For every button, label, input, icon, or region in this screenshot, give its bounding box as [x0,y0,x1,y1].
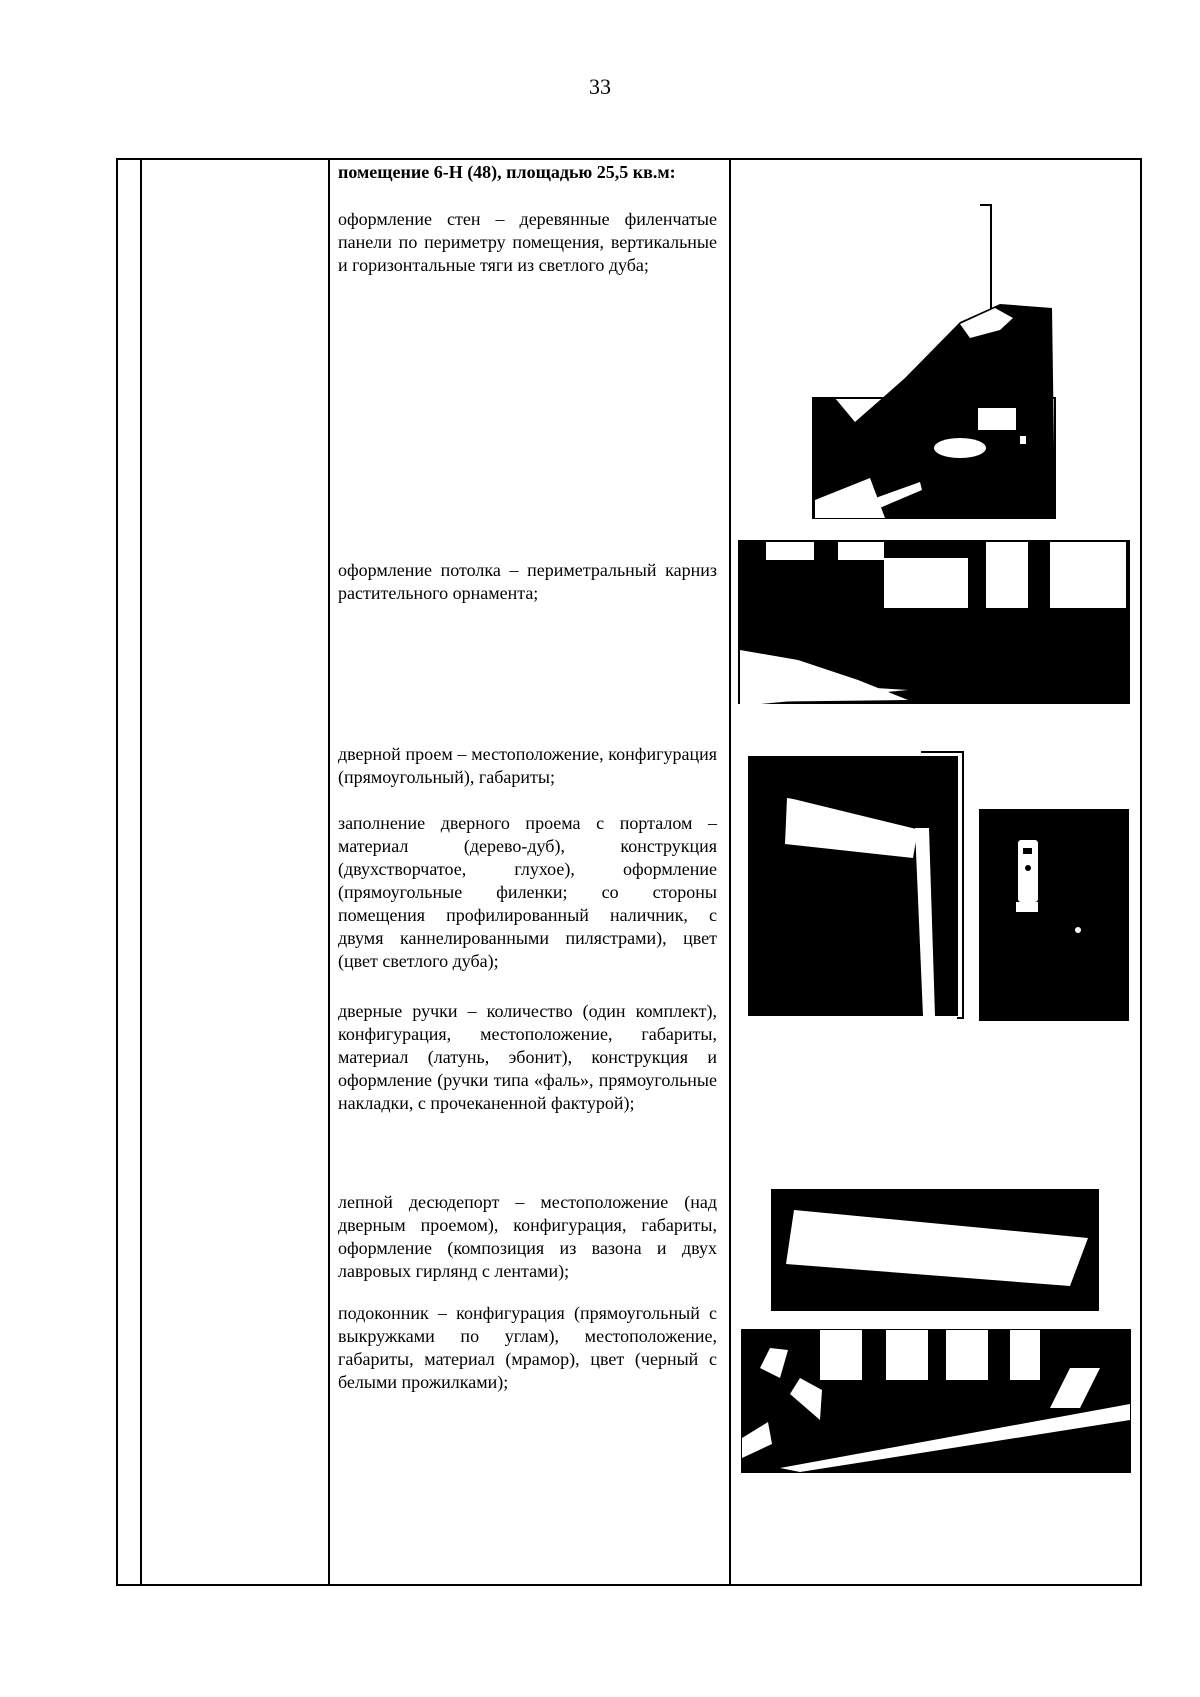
door-handle-photo [978,808,1130,1022]
ceiling-description: оформление потолка – периметральный карниз растительного орнамента; [338,560,717,603]
ceiling-cornice-photo [738,540,1130,710]
doorway-description: дверной проем – местоположение, конфигурация (прямоугольный), габариты; [338,744,717,787]
overdoor-description: лепной десюдепорт – местоположение (над дверным проемом), конфигурация, габариты, оформление (композиция из вазона и двух лавровых гирлянд с лентами); [338,1192,717,1281]
page-number: 33 [589,74,611,99]
door-handles-description: дверные ручки – количество (один комплект), конфигурация, местоположение, габариты, материал (латунь, эбонит), конструкция и оформление (ручки типа «фаль», прямоугольные накладки, с прочеканенной фактурой); [338,1001,717,1113]
column-divider-3 [729,158,731,1586]
overdoor-photo [770,1188,1100,1312]
column-divider-1 [140,158,142,1586]
door-filling-description: заполнение дверного проема с порталом – материал (дерево-дуб), конструкция (двухстворчатое, глухое), оформление (прямоугольные филенки; со стороны помещения профилированный наличник, с двумя каннелированными пилястрами), цвет (цвет светлого дуба); [338,813,717,971]
windowsill-description: подоконник – конфигурация (прямоугольный с выкружками по углам), местоположение, габариты, материал (мрамор), цвет (черный с белыми прожилками); [338,1303,717,1392]
wall-panels-photo [810,200,1060,520]
room-heading: помещение 6-Н (48), площадью 25,5 кв.м: [338,162,676,182]
walls-description: оформление стен – деревянные филенчатые панели по периметру помещения, вертикальные и горизонтальные тяги из светлого дуба; [338,209,717,275]
doorway-photo [745,748,967,1020]
windowsill-photo [740,1328,1132,1474]
column-divider-2 [328,158,330,1586]
